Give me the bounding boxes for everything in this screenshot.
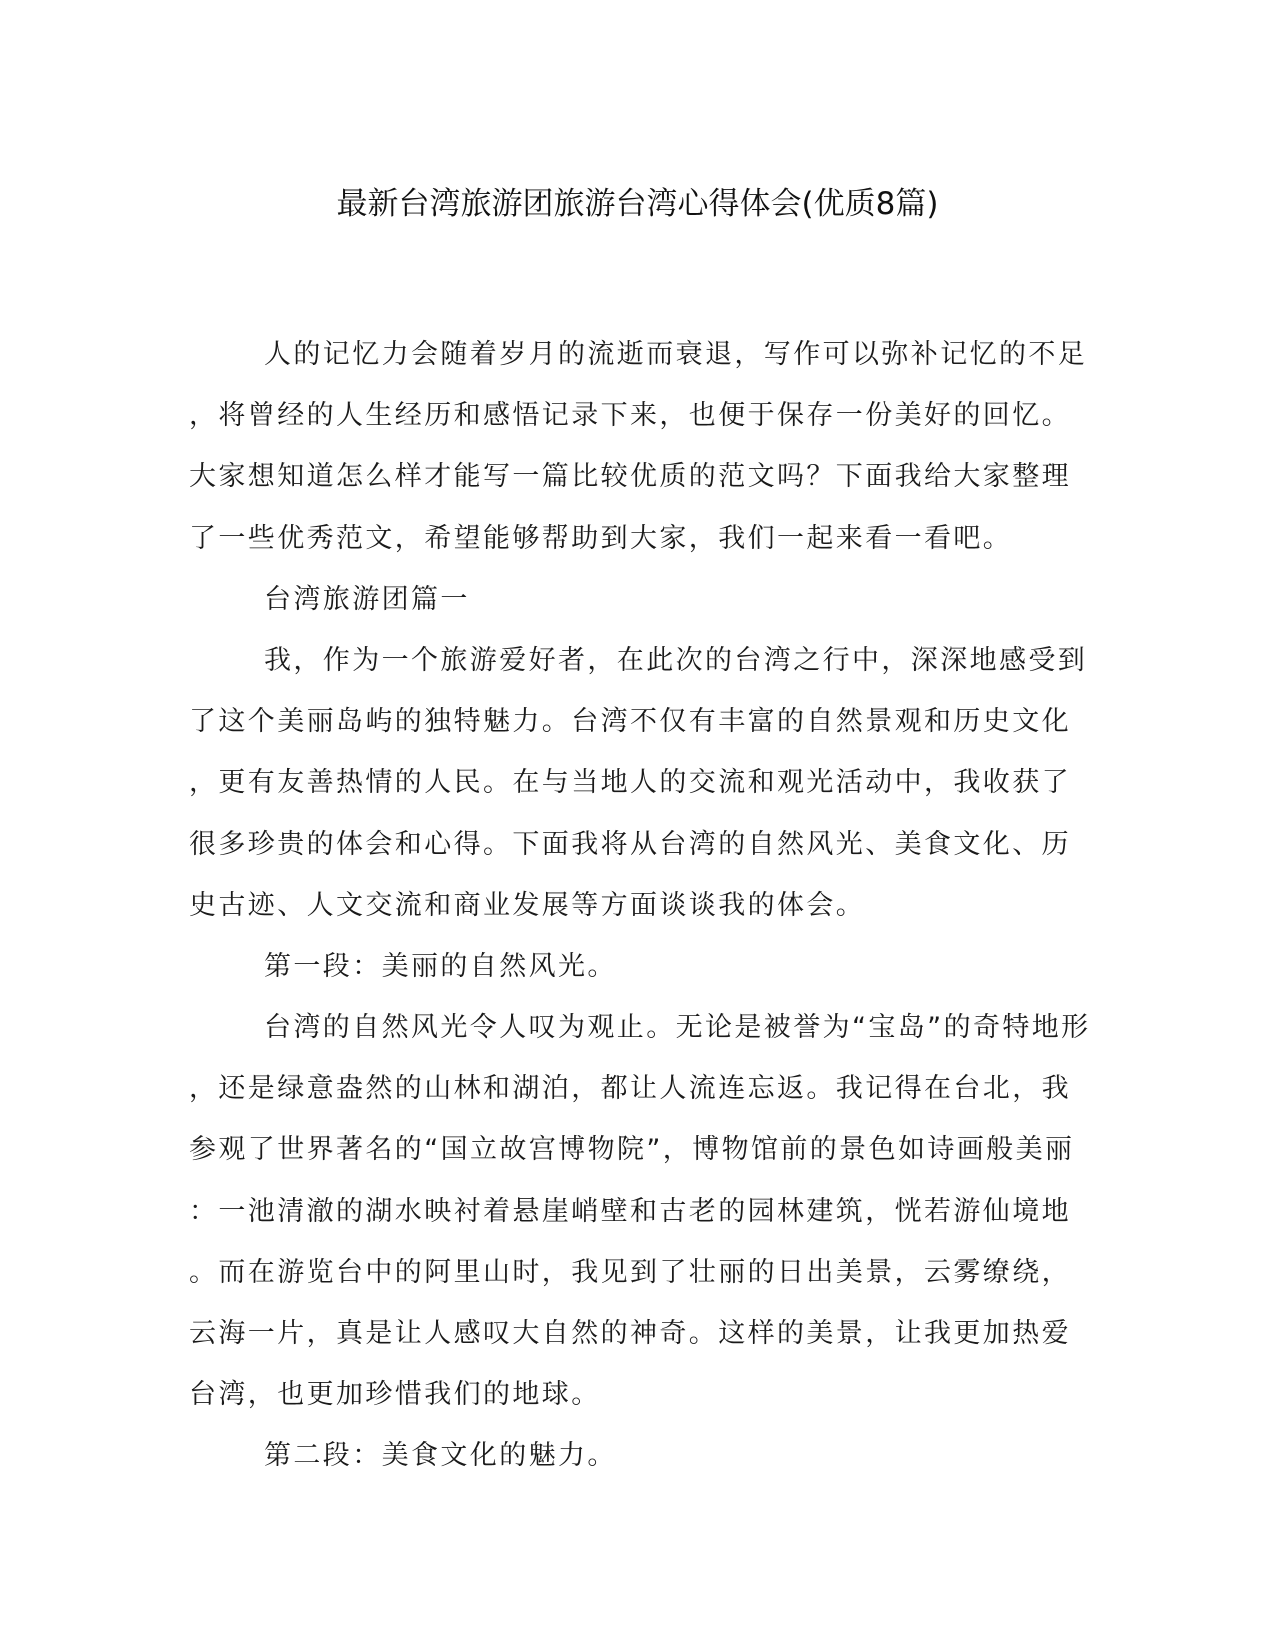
text-line: 了一些优秀范文，希望能够帮助到大家，我们一起来看一看吧。	[189, 522, 1013, 554]
section-heading: 台湾旅游团篇一	[264, 583, 470, 615]
text-line: ，还是绿意盎然的山林和湖泊，都让人流连忘返。我记得在台北，我	[189, 1073, 1071, 1105]
text-line: 大家想知道怎么样才能写一篇比较优质的范文吗？下面我给大家整理	[189, 461, 1071, 493]
text-line: 我，作为一个旅游爱好者，在此次的台湾之行中，深深地感受到	[264, 644, 1088, 676]
section-heading: 第一段：美丽的自然风光。	[264, 950, 617, 982]
text-line: ：一池清澈的湖水映衬着悬崖峭壁和古老的园林建筑，恍若游仙境地	[189, 1195, 1071, 1227]
text-line: 。而在游览台中的阿里山时，我见到了壮丽的日出美景，云雾缭绕，	[189, 1256, 1071, 1288]
text-line: 台湾的自然风光令人叹为观止。无论是被誉为“宝岛”的奇特地形	[264, 1012, 1091, 1044]
section-heading: 第二段：美食文化的魅力。	[264, 1440, 617, 1472]
text-line: 很多珍贵的体会和心得。下面我将从台湾的自然风光、美食文化、历	[189, 828, 1071, 860]
text-line: 人的记忆力会随着岁月的流逝而衰退，写作可以弥补记忆的不足	[264, 339, 1088, 370]
text-line: 台湾，也更加珍惜我们的地球。	[189, 1379, 601, 1411]
document-title: 最新台湾旅游团旅游台湾心得体会(优质8篇)	[336, 186, 939, 222]
text-line: 参观了世界著名的“国立故宫博物院”，博物馆前的景色如诗画般美丽	[189, 1134, 1075, 1166]
document-body	[189, 324, 1089, 1487]
text-line: 云海一片，真是让人感叹大自然的神奇。这样的美景，让我更加热爱	[189, 1318, 1071, 1349]
text-line: 了这个美丽岛屿的独特魅力。台湾不仅有丰富的自然景观和历史文化	[189, 706, 1071, 738]
text-line: ，更有友善热情的人民。在与当地人的交流和观光活动中，我收获了	[189, 767, 1071, 799]
text-line: ，将曾经的人生经历和感悟记录下来，也便于保存一份美好的回忆。	[189, 400, 1071, 432]
text-line: 史古迹、人文交流和商业发展等方面谈谈我的体会。	[189, 889, 866, 921]
